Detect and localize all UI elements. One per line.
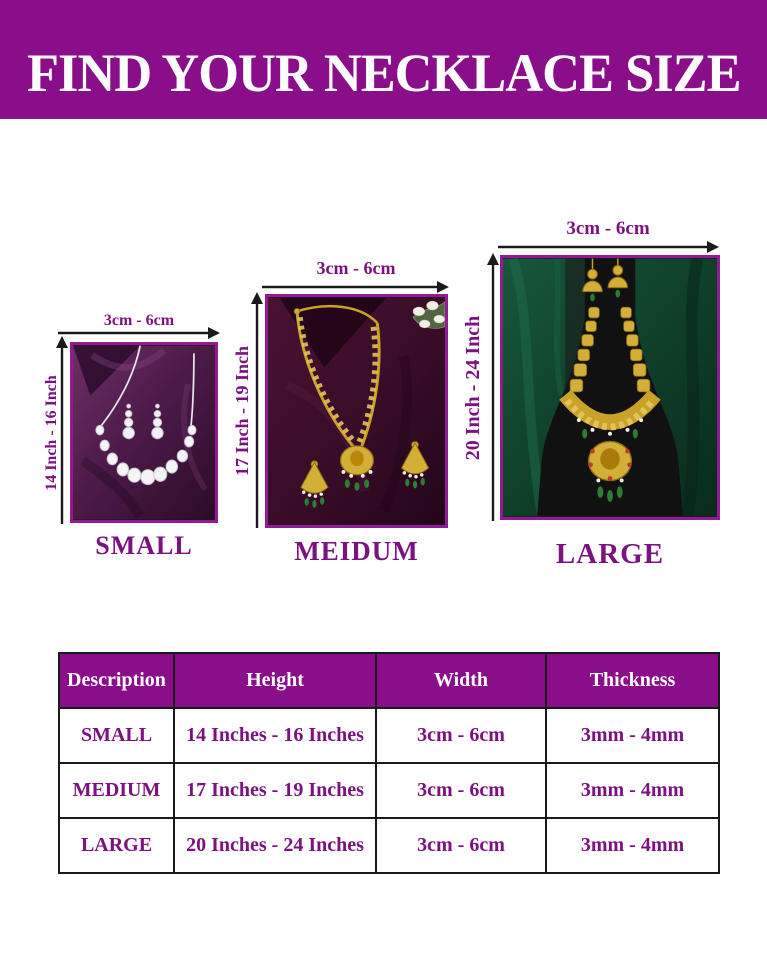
small-width-arrow <box>58 327 220 339</box>
medium-height-label: 17 Inch - 19 Inch <box>232 345 252 477</box>
small-height-label: 14 Inch - 16 Inch <box>43 375 60 491</box>
cell-large-description: LARGE <box>59 818 174 873</box>
cell-small-thickness: 3mm - 4mm <box>546 708 719 763</box>
cell-large-width: 3cm - 6cm <box>376 818 546 873</box>
table-row-small <box>59 708 719 763</box>
small-size-label: SMALL <box>95 531 193 560</box>
column-header-thickness: Thickness <box>546 653 719 708</box>
table-row-medium <box>59 763 719 818</box>
small-necklace-illustration <box>73 345 215 520</box>
column-header-height: Height <box>174 653 376 708</box>
medium-size-label: MEIDUM <box>294 536 419 566</box>
medium-width-arrow <box>262 281 449 293</box>
size-table-header-row <box>59 653 719 708</box>
size-table <box>58 652 720 874</box>
large-necklace-illustration <box>503 258 717 517</box>
cell-medium-description: MEDIUM <box>59 763 174 818</box>
small-width-label: 3cm - 6cm <box>103 312 175 329</box>
table-row-large <box>59 818 719 873</box>
column-header-description: Description <box>59 653 174 708</box>
large-width-label: 3cm - 6cm <box>566 218 650 239</box>
page-title: FIND YOUR NECKLACE SIZE <box>26 42 741 103</box>
large-height-label: 20 Inch - 24 Inch <box>462 315 484 461</box>
cell-medium-thickness: 3mm - 4mm <box>546 763 719 818</box>
cell-large-thickness: 3mm - 4mm <box>546 818 719 873</box>
medium-necklace-illustration <box>268 297 445 525</box>
large-height-arrow <box>487 253 499 521</box>
cell-small-width: 3cm - 6cm <box>376 708 546 763</box>
medium-necklace-photo <box>265 294 448 528</box>
cell-small-description: SMALL <box>59 708 174 763</box>
header-banner <box>0 0 767 119</box>
cell-large-height: 20 Inches - 24 Inches <box>174 818 376 873</box>
cell-medium-height: 17 Inches - 19 Inches <box>174 763 376 818</box>
column-header-width: Width <box>376 653 546 708</box>
cell-medium-width: 3cm - 6cm <box>376 763 546 818</box>
small-necklace-photo <box>70 342 218 523</box>
medium-width-label: 3cm - 6cm <box>316 258 396 278</box>
large-width-arrow <box>498 241 719 253</box>
large-necklace-photo <box>500 255 720 520</box>
large-size-label: LARGE <box>555 538 665 570</box>
cell-small-height: 14 Inches - 16 Inches <box>174 708 376 763</box>
